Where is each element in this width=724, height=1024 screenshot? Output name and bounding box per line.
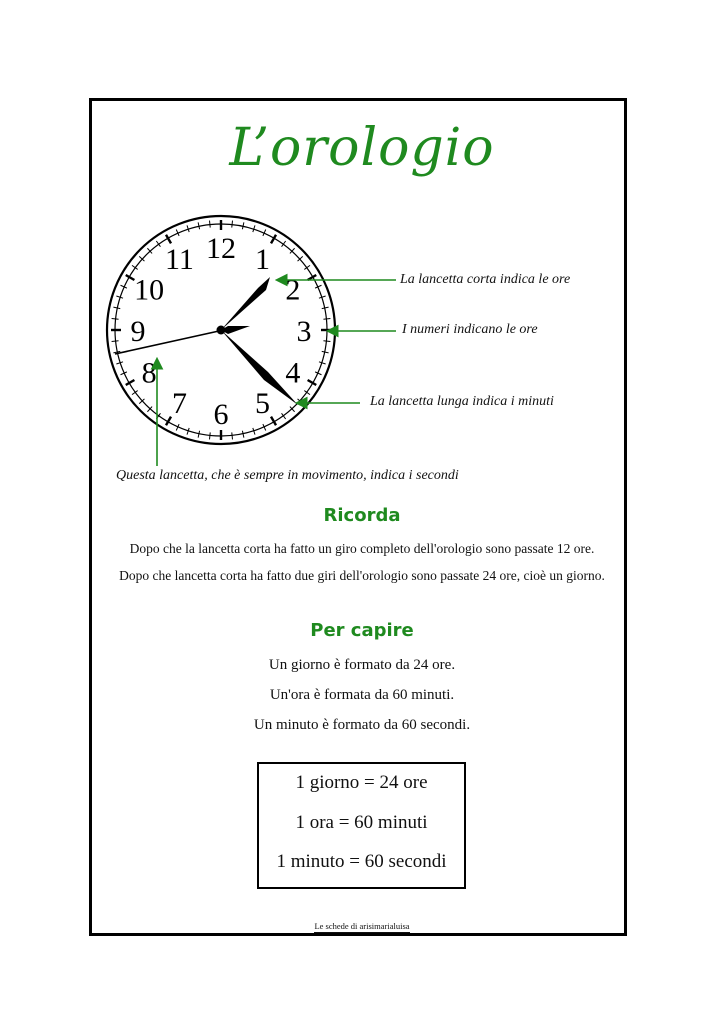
summary-box <box>257 762 466 889</box>
clock-numeral: 11 <box>165 243 194 277</box>
clock-numeral: 7 <box>172 386 187 420</box>
clock-numeral: 5 <box>255 386 270 420</box>
page-title: L’orologio <box>229 118 495 178</box>
summary-line-day: 1 giorno = 24 ore <box>295 772 428 793</box>
summary-line-minute: 1 minuto = 60 secondi <box>276 851 447 872</box>
clock-numeral: 10 <box>134 273 165 307</box>
clock-center <box>217 326 226 335</box>
clock-numeral: 1 <box>255 243 270 277</box>
hour-hand-annotation: La lancetta corta indica le ore <box>400 272 571 287</box>
clock-numeral: 3 <box>296 315 312 348</box>
minute-hand-annotation: La lancetta lunga indica i minuti <box>370 394 554 409</box>
summary-line-hour: 1 ora = 60 minuti <box>295 812 428 833</box>
per-capire-heading: Per capire <box>310 620 414 641</box>
clock-illustration <box>0 0 724 500</box>
numbers-annotation: I numeri indicano le ore <box>402 322 538 337</box>
clock-numeral: 2 <box>285 273 301 307</box>
second-hand-annotation: Questa lancetta, che è sempre in movimento, indica i secondi <box>116 468 459 483</box>
per-capire-line-2: Un'ora è formata da 60 minuti. <box>269 687 455 703</box>
ricorda-heading: Ricorda <box>323 505 401 526</box>
clock-numeral: 8 <box>141 356 157 390</box>
footer <box>0 921 724 931</box>
clock-face <box>107 216 335 444</box>
per-capire-line-3: Un minuto è formato da 60 secondi. <box>253 717 471 733</box>
ricorda-line-2: Dopo che lancetta corta ha fatto due giri dell'orologio sono passate 24 ore, cioè un giorno. <box>119 568 605 583</box>
clock-numeral: 6 <box>213 398 229 431</box>
clock-numeral: 4 <box>285 356 301 390</box>
ricorda-line-1: Dopo che la lancetta corta ha fatto un giro completo dell'orologio sono passate 12 ore. <box>129 541 595 556</box>
per-capire-line-1: Un giorno è formato da 24 ore. <box>268 657 456 673</box>
clock-numeral: 9 <box>130 315 146 348</box>
clock-numeral: 12 <box>206 232 236 265</box>
footer-credit: Le schede di arisimarialuisa <box>314 921 410 931</box>
